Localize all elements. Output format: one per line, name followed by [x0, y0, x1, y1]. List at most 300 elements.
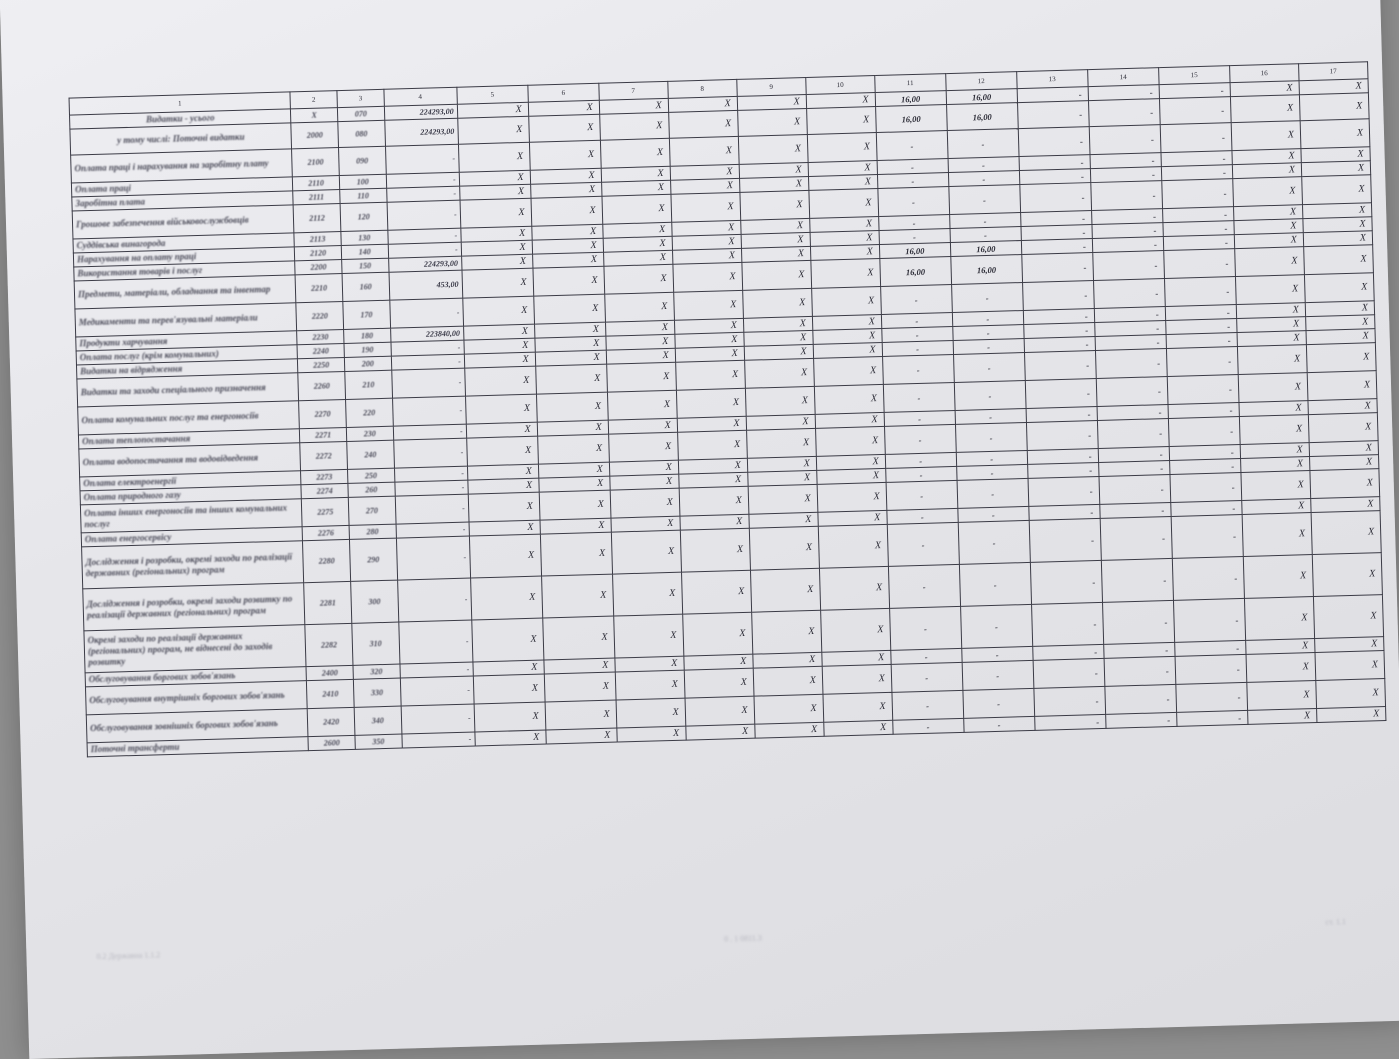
x-mark-cell: X	[674, 318, 743, 334]
x-mark-cell: X	[739, 162, 808, 178]
x-mark-cell: X	[810, 245, 879, 261]
row-name-cell: Заробітна плата	[72, 191, 294, 211]
dash-cell: -	[1175, 654, 1247, 684]
x-mark-cell: X	[530, 182, 601, 198]
x-mark-cell: X	[807, 133, 877, 163]
row-col11-cell: -	[892, 690, 964, 720]
x-mark-cell: X	[1230, 95, 1300, 123]
row-col12-cell: -	[956, 450, 1027, 466]
x-mark-cell: X	[533, 266, 605, 296]
x-mark-cell: X	[535, 336, 606, 352]
row-col11-cell: -	[883, 382, 955, 412]
x-mark-cell: X	[608, 418, 677, 434]
x-mark-cell: X	[680, 528, 750, 572]
x-mark-cell: X	[671, 192, 741, 222]
dash-cell: -	[1169, 459, 1240, 475]
x-mark-cell: X	[533, 294, 605, 324]
dash-cell: -	[1097, 419, 1169, 449]
row-col12-cell: 16,00	[951, 255, 1023, 285]
dash-cell: -	[1159, 83, 1230, 99]
x-mark-cell: X	[599, 98, 668, 114]
x-mark-cell: X	[1308, 399, 1378, 415]
x-mark-cell: X	[1315, 651, 1385, 681]
dash-cell: -	[1021, 239, 1092, 255]
x-mark-cell: X	[814, 384, 884, 414]
x-mark-cell: X	[1299, 93, 1369, 121]
x-mark-cell: X	[465, 394, 537, 424]
row-line-cell: 260	[348, 482, 395, 497]
dash-cell: -	[1029, 504, 1100, 520]
dash-cell: -	[1088, 99, 1160, 127]
x-mark-cell: X	[459, 170, 530, 186]
row-col12-cell: -	[955, 408, 1026, 424]
column-header-16: 16	[1229, 64, 1298, 83]
row-name-cell: у тому числі: Поточні видатки	[70, 123, 292, 155]
row-amount-cell: -	[386, 186, 459, 202]
dash-cell: -	[1163, 235, 1234, 251]
column-header-9: 9	[736, 78, 805, 97]
dash-cell: -	[1033, 658, 1105, 688]
row-line-cell: 250	[347, 468, 394, 483]
dash-cell: -	[1022, 281, 1094, 311]
x-mark-cell: X	[546, 728, 617, 744]
x-mark-cell: X	[754, 694, 824, 724]
x-mark-cell: X	[609, 460, 678, 476]
row-code-cell: 2260	[298, 371, 345, 400]
row-name-cell: Оплата комунальних послуг та енергоносіїв	[78, 401, 300, 435]
x-mark-cell: X	[1247, 680, 1317, 710]
x-mark-cell: X	[602, 222, 671, 238]
row-name-cell: Медикаменти та перев'язувальні матеріали	[75, 303, 297, 337]
x-mark-cell: X	[1233, 177, 1303, 207]
x-mark-cell: X	[1242, 499, 1311, 515]
row-amount-cell: 453,00	[389, 270, 463, 300]
row-name-cell: Обслуговування зовнішніх боргових зобов'язань	[86, 709, 308, 743]
x-mark-cell: X	[746, 414, 815, 430]
x-mark-cell: X	[822, 664, 892, 694]
dash-cell: -	[1025, 379, 1097, 409]
x-mark-cell: X	[531, 196, 603, 226]
x-mark-cell: X	[462, 268, 534, 298]
x-mark-cell: X	[461, 240, 532, 256]
x-mark-cell: X	[1235, 247, 1305, 277]
x-mark-cell: X	[678, 472, 747, 488]
row-amount-cell: -	[393, 438, 467, 468]
dash-cell: -	[1103, 642, 1174, 658]
row-code-cell: 2100	[292, 148, 339, 177]
x-mark-cell: X	[818, 524, 888, 568]
row-col12-cell: -	[953, 352, 1025, 382]
row-col12-cell: -	[963, 716, 1034, 732]
x-mark-cell: X	[668, 96, 737, 112]
row-line-cell: 120	[340, 202, 387, 231]
x-mark-cell: X	[1232, 149, 1301, 165]
x-mark-cell: X	[464, 338, 535, 354]
x-mark-cell: X	[672, 234, 741, 250]
row-col11-cell: 16,00	[879, 243, 950, 259]
dash-cell: -	[1019, 169, 1090, 185]
x-mark-cell: X	[1299, 79, 1369, 95]
x-mark-cell: X	[686, 724, 755, 740]
row-name-cell: Оплата праці і нарахування на заробітну плату	[71, 149, 293, 183]
dash-cell: -	[1163, 221, 1234, 237]
x-mark-cell: X	[809, 189, 879, 219]
row-amount-cell: -	[393, 424, 466, 440]
dash-cell: -	[1170, 473, 1242, 503]
x-mark-cell: X	[745, 386, 815, 416]
dash-cell: -	[1098, 460, 1169, 476]
x-mark-cell: X	[470, 576, 542, 620]
dash-cell: -	[1094, 321, 1165, 337]
x-mark-cell: X	[816, 468, 885, 484]
page-footer	[96, 917, 1346, 961]
dash-cell: -	[1104, 656, 1176, 686]
table-body	[70, 79, 1386, 757]
x-mark-cell: X	[475, 730, 546, 746]
x-mark-cell: X	[607, 390, 677, 420]
row-code-cell: 2230	[297, 329, 344, 344]
x-mark-cell: X	[544, 658, 615, 674]
x-mark-cell: X	[1304, 245, 1374, 275]
dash-cell: -	[1098, 446, 1169, 462]
dash-cell: -	[1100, 502, 1171, 518]
x-mark-cell: X	[615, 670, 685, 700]
x-mark-cell: X	[541, 574, 613, 618]
row-line-cell: 110	[340, 188, 387, 203]
dash-cell: -	[1172, 556, 1244, 600]
x-mark-cell: X	[603, 250, 672, 266]
row-amount-cell: -	[396, 522, 469, 538]
x-mark-cell: X	[1309, 441, 1379, 457]
x-mark-cell: X	[811, 259, 881, 289]
dash-cell: -	[1176, 710, 1247, 726]
x-mark-cell: X	[542, 616, 614, 660]
x-mark-cell: X	[1304, 273, 1374, 303]
x-mark-cell: X	[616, 698, 686, 728]
dash-cell: -	[1165, 305, 1236, 321]
dash-cell: -	[1026, 420, 1098, 450]
x-mark-cell: X	[1305, 301, 1375, 317]
x-mark-cell: X	[1305, 315, 1375, 331]
row-col12-cell: -	[963, 688, 1035, 718]
dash-cell: -	[1096, 377, 1168, 407]
x-mark-cell: X	[473, 674, 545, 704]
x-mark-cell: X	[808, 175, 877, 191]
row-code-cell: 2274	[301, 483, 348, 498]
row-line-cell: 350	[355, 734, 402, 749]
dash-cell: -	[1017, 87, 1088, 103]
row-code-cell: 2420	[307, 707, 354, 736]
x-mark-cell: X	[601, 166, 670, 182]
x-mark-cell: X	[675, 332, 744, 348]
x-mark-cell: X	[741, 232, 810, 248]
dash-cell: -	[1027, 448, 1098, 464]
x-mark-cell: X	[676, 388, 746, 418]
x-mark-cell: X	[466, 422, 537, 438]
x-mark-cell: X	[1237, 317, 1306, 333]
dash-cell: -	[1165, 319, 1236, 335]
row-col11-cell: -	[887, 508, 958, 524]
x-mark-cell: X	[813, 356, 883, 386]
row-name-cell: Оплата енергосервісу	[81, 527, 303, 547]
x-mark-cell: X	[544, 672, 616, 702]
row-code-cell: 2275	[302, 497, 349, 526]
row-amount-cell: -	[387, 200, 461, 230]
row-col12-cell: -	[955, 422, 1027, 452]
row-line-cell: 170	[343, 300, 390, 329]
x-mark-cell: X	[1308, 413, 1378, 443]
x-mark-cell: X	[466, 436, 538, 466]
x-mark-cell: X	[606, 362, 676, 392]
row-code-cell: 2200	[295, 260, 342, 275]
dash-cell: -	[1101, 558, 1173, 602]
x-mark-cell: X	[748, 484, 818, 514]
dash-cell: -	[1024, 351, 1096, 381]
dash-cell: -	[1027, 462, 1098, 478]
dash-cell: -	[1164, 277, 1236, 307]
dash-cell: -	[1105, 712, 1176, 728]
x-mark-cell: X	[677, 416, 746, 432]
x-mark-cell: X	[528, 100, 599, 116]
row-amount-cell: -	[385, 144, 459, 174]
row-col12-cell: -	[962, 660, 1034, 690]
x-mark-cell: X	[669, 136, 739, 166]
x-mark-cell: X	[1314, 637, 1384, 653]
dash-cell: -	[1018, 127, 1090, 157]
x-mark-cell: X	[1309, 455, 1379, 471]
row-name-cell: Окремі заходи по реалізації державних (регіональних) програм, не віднесені до заходів розвитку	[84, 625, 306, 673]
x-mark-cell: X	[1232, 163, 1301, 179]
x-mark-cell: X	[474, 702, 546, 732]
row-code-cell: 2270	[299, 399, 346, 428]
row-col11-cell: -	[882, 354, 954, 384]
dash-cell: -	[1031, 602, 1103, 646]
x-mark-cell: X	[677, 430, 747, 460]
x-mark-cell: X	[1243, 555, 1313, 599]
x-mark-cell: X	[457, 102, 528, 118]
x-mark-cell: X	[615, 656, 684, 672]
row-name-cell: Оплата електроенергії	[80, 471, 302, 491]
row-name-cell: Дослідження і розробки, окремі заходи по реалізації державних (регіональних) програм	[82, 541, 304, 589]
x-mark-cell: X	[1302, 203, 1372, 219]
x-mark-cell: X	[1316, 707, 1386, 723]
row-col12-cell: -	[958, 520, 1030, 564]
x-mark-cell: X	[611, 530, 681, 574]
row-col11-cell: -	[881, 326, 952, 342]
row-name-cell: Обслуговування боргових зобов'язань	[85, 667, 307, 687]
dash-cell: -	[1093, 251, 1165, 281]
x-mark-cell: X	[744, 344, 813, 360]
row-code-cell: 2210	[295, 274, 342, 303]
dash-cell: -	[1176, 682, 1248, 712]
dash-cell: -	[1105, 684, 1177, 714]
x-mark-cell: X	[529, 140, 601, 170]
x-mark-cell: X	[746, 428, 816, 458]
x-mark-cell: X	[604, 292, 674, 322]
row-code-cell: 2281	[304, 581, 352, 624]
footer-left: 0.2 Державна 1.1.2	[96, 950, 161, 962]
x-mark-cell: X	[469, 520, 540, 536]
x-mark-cell: X	[460, 226, 531, 242]
x-mark-cell: X	[1239, 415, 1309, 445]
dash-cell: -	[1166, 333, 1237, 349]
x-mark-cell: X	[611, 516, 680, 532]
row-line-cell: 340	[354, 706, 401, 735]
row-line-cell: 220	[345, 398, 392, 427]
x-mark-cell: X	[1300, 119, 1370, 149]
x-mark-cell: X	[754, 722, 823, 738]
x-mark-cell: X	[613, 614, 683, 658]
row-col12-cell: -	[951, 283, 1023, 313]
row-name-cell: Нарахування на оплату праці	[73, 247, 295, 267]
row-name-cell: Оплата інших енергоносіїв та інших комунальних послуг	[80, 499, 302, 533]
x-mark-cell: X	[539, 490, 611, 520]
row-code-cell: 2280	[303, 539, 351, 582]
dash-cell: -	[1022, 253, 1094, 283]
x-mark-cell: X	[672, 248, 741, 264]
row-amount-cell: -	[387, 228, 460, 244]
row-code-cell: 2273	[301, 469, 348, 484]
row-col12-cell: -	[950, 227, 1021, 243]
column-header-2: 2	[290, 91, 337, 109]
column-header-6: 6	[528, 83, 599, 102]
row-line-cell: 180	[344, 328, 391, 343]
dash-cell: -	[1166, 347, 1238, 377]
row-name-cell: Продукти харчування	[76, 331, 298, 351]
x-mark-cell: X	[744, 358, 814, 388]
x-mark-cell: X	[1303, 231, 1373, 247]
row-col11-cell: 16,00	[880, 257, 952, 287]
x-mark-cell: X	[1240, 443, 1309, 459]
dash-cell: -	[1021, 225, 1092, 241]
x-mark-cell: X	[684, 668, 754, 698]
x-mark-cell: X	[608, 432, 678, 462]
dash-cell: -	[1095, 335, 1166, 351]
row-line-cell: 080	[338, 120, 385, 147]
x-mark-cell: X	[747, 456, 816, 472]
x-mark-cell: X	[815, 426, 885, 456]
row-col12-cell: -	[949, 213, 1020, 229]
row-line-cell: 160	[342, 272, 389, 301]
x-mark-cell: X	[1307, 371, 1377, 401]
x-mark-cell: X	[460, 198, 532, 228]
x-mark-cell: X	[528, 114, 600, 142]
x-mark-cell: X	[600, 138, 670, 168]
x-mark-cell: X	[1303, 217, 1373, 233]
row-col12-cell: -	[952, 311, 1023, 327]
x-mark-cell: X	[812, 314, 881, 330]
dash-cell: -	[1030, 560, 1102, 604]
row-name-cell: Суддівська винагорода	[73, 233, 295, 253]
x-mark-cell: X	[469, 534, 541, 578]
x-mark-cell: X	[606, 334, 675, 350]
x-mark-cell: X	[1241, 471, 1311, 501]
dash-cell: -	[1088, 85, 1159, 101]
x-mark-cell: X	[822, 650, 891, 666]
dash-cell: -	[1091, 181, 1163, 211]
dash-cell: -	[1168, 403, 1239, 419]
x-mark-cell: X	[749, 526, 819, 570]
x-mark-cell: X	[820, 608, 890, 652]
dash-cell: -	[1167, 375, 1239, 405]
row-amount-cell: -	[391, 354, 464, 370]
x-mark-cell: X	[604, 264, 674, 294]
row-col11-cell: -	[880, 285, 952, 315]
x-mark-cell: X	[744, 330, 813, 346]
x-mark-cell: X	[534, 322, 605, 338]
row-amount-cell: -	[386, 172, 459, 188]
dash-cell: -	[1171, 514, 1243, 558]
row-col12-cell: -	[956, 464, 1027, 480]
row-col12-cell: -	[959, 562, 1031, 606]
row-name-cell: Дослідження і розробки, окремі заходи розвитку по реалізації державних (регіональних) програм	[83, 583, 305, 631]
row-line-cell: 100	[339, 174, 386, 189]
column-header-5: 5	[457, 85, 528, 104]
x-mark-cell: X	[599, 112, 669, 140]
row-line-cell: 230	[346, 426, 393, 441]
dash-cell: -	[1164, 249, 1236, 279]
row-line-cell: 210	[345, 370, 392, 399]
dash-cell: -	[1093, 279, 1165, 309]
x-mark-cell: X	[1239, 401, 1308, 417]
row-col12-cell: -	[961, 646, 1032, 662]
x-mark-cell: X	[538, 476, 609, 492]
dash-cell: -	[1162, 207, 1233, 223]
x-mark-cell: X	[681, 570, 751, 614]
row-col12-cell: -	[953, 339, 1024, 355]
dash-cell: -	[1019, 155, 1090, 171]
row-amount-cell: -	[400, 662, 473, 678]
row-line-cell: 270	[348, 496, 395, 525]
row-line-cell: 140	[341, 244, 388, 259]
x-mark-cell: X	[538, 462, 609, 478]
footer-right: ст. 1.1	[1325, 917, 1347, 927]
x-mark-cell: X	[740, 190, 810, 220]
x-mark-cell: X	[532, 238, 603, 254]
x-mark-cell: X	[530, 168, 601, 184]
row-amount-cell: -	[396, 536, 470, 580]
x-mark-cell: X	[685, 696, 755, 726]
x-mark-cell: X	[1234, 233, 1303, 249]
x-mark-cell: X	[823, 720, 892, 736]
x-mark-cell: X	[602, 194, 672, 224]
x-mark-cell: X	[471, 618, 543, 662]
row-col11-cell: -	[877, 173, 948, 189]
x-mark-cell: X	[1244, 597, 1314, 641]
x-mark-cell: X	[742, 260, 812, 290]
row-amount-cell: -	[392, 396, 466, 426]
x-mark-cell: X	[675, 346, 744, 362]
dash-cell: -	[1034, 686, 1106, 716]
x-mark-cell: X	[1311, 511, 1381, 555]
row-col11-cell: -	[890, 648, 961, 664]
row-name-cell: Поточні трансферти	[87, 737, 309, 757]
row-col12-cell: -	[960, 604, 1032, 648]
row-line-cell: 200	[344, 356, 391, 371]
x-mark-cell: X	[535, 350, 606, 366]
row-code-cell: 2400	[306, 665, 353, 680]
row-col11-cell: -	[878, 215, 949, 231]
column-header-4: 4	[383, 87, 457, 106]
row-col11-cell: -	[886, 480, 958, 510]
row-name-cell: Видатки та заходи спеціального призначення	[77, 373, 299, 407]
x-mark-cell: X	[753, 652, 822, 668]
x-mark-cell: X	[473, 660, 544, 676]
x-mark-cell: X	[537, 420, 608, 436]
x-mark-cell: X	[605, 320, 674, 336]
x-mark-cell: X	[806, 93, 875, 109]
dash-cell: -	[1024, 337, 1095, 353]
